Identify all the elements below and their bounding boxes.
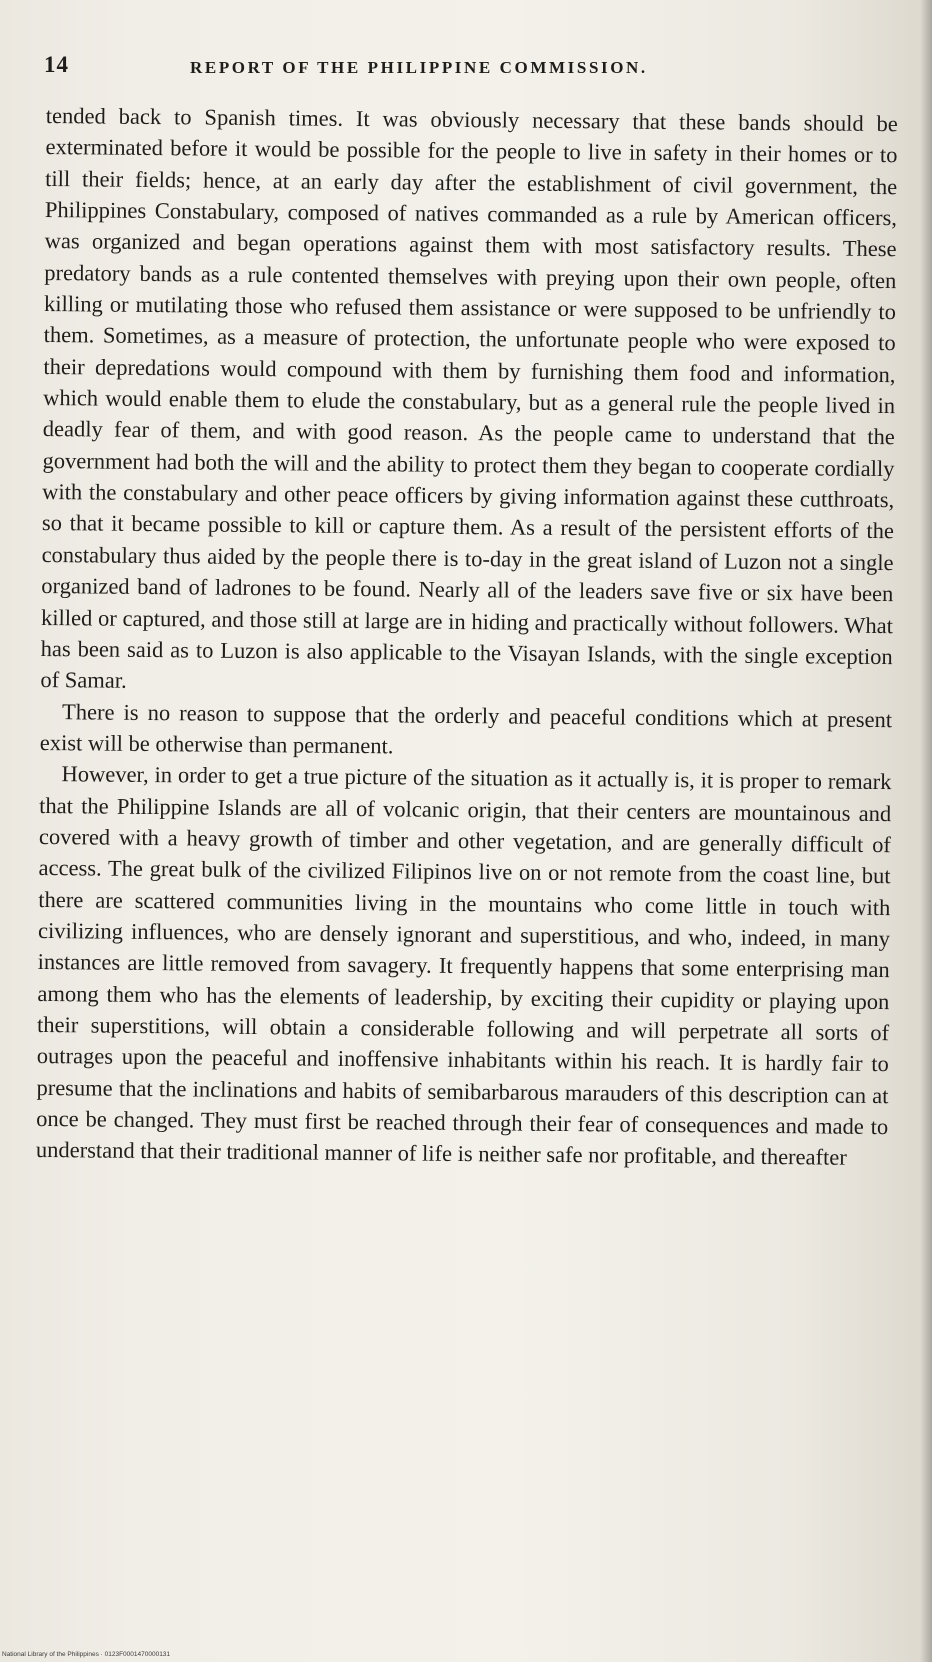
paragraph: However, in order to get a true picture of the situation as it actually is, it is proper to remark that the Philippine Islands are all of volcanic origin, that their centers are mountainous and covered with a heavy growth of timber and other vegetation, and are generally difficult of access. The great bulk of the civilized Filipinos live on or not remote from the coast line, but there are scattered communities living in the mountains who come little in touch with civilizing influences, who are densely ignorant and superstitious, and who, indeed, in many instances are little removed from savagery. It frequently happens that some enterprising man among them who has the elements of leadership, by exciting their cupidity or playing upon their superstitions, will obtain a considerable following and will perpetrate all sorts of outrages upon the peaceful and inoffensive inhabitants within his reach. It is hardly fair to presume that the inclinations and habits of semibarbarous marauders of this description can at once be changed. They must first be reached through their fear of consequences and made to understand that their traditional manner of life is neither safe nor profitable, and thereafter xyxy=(35,761,892,1171)
digitization-credit: National Library of the Philippines · 0123F0001470000131 xyxy=(2,1651,171,1658)
paragraph: There is no reason to suppose that the orderly and peaceful conditions which at present exist will be otherwise than permanent. xyxy=(39,698,893,759)
paragraph: tended back to Spanish times. It was obviously necessary that these bands should be exterminated before it would be possible for the people to live in safety in their homes or to till their fields; hence, at an early day after the establishment of civil government, the Philippines Constabulary, composed of natives commanded as a rule by American officers, was organized and began operations against them with most satisfactory results. These predatory bands as a rule contented themselves with preying upon their own people, often killing or mutilating those who refused them assistance or were supposed to be unfriendly to them. Sometimes, as a measure of protection, the unfortunate people who were exposed to their depredations would compound with them by furnishing them food and information, which would enable them to elude the constabulary, but as a general rule the people lived in deadly fear of them, and with good reason. As the people came to understand that the government had both the will and the ability to protect them they began to cooperate cordially with the constabulary and other peace officers by giving information against these cutthroats, so that it became possible to kill or capture them. As a result of the persistent efforts of the constabulary thus aided by the people there is to-day in the great island of Luzon not a single organized band of ladrones to be found. Nearly all of the leaders save five or six have been killed or captured, and those still at large are in hiding and practically without followers. What has been said as to Luzon is also applicable to the Visayan Islands, with the single exception of Samar. xyxy=(40,102,898,693)
body-text xyxy=(36,100,898,1174)
page-edge-shadow xyxy=(920,0,932,1662)
page-number: 14 xyxy=(44,52,69,77)
page-header xyxy=(40,52,890,92)
running-head: REPORT OF THE PHILIPPINE COMMISSION. xyxy=(190,58,648,77)
